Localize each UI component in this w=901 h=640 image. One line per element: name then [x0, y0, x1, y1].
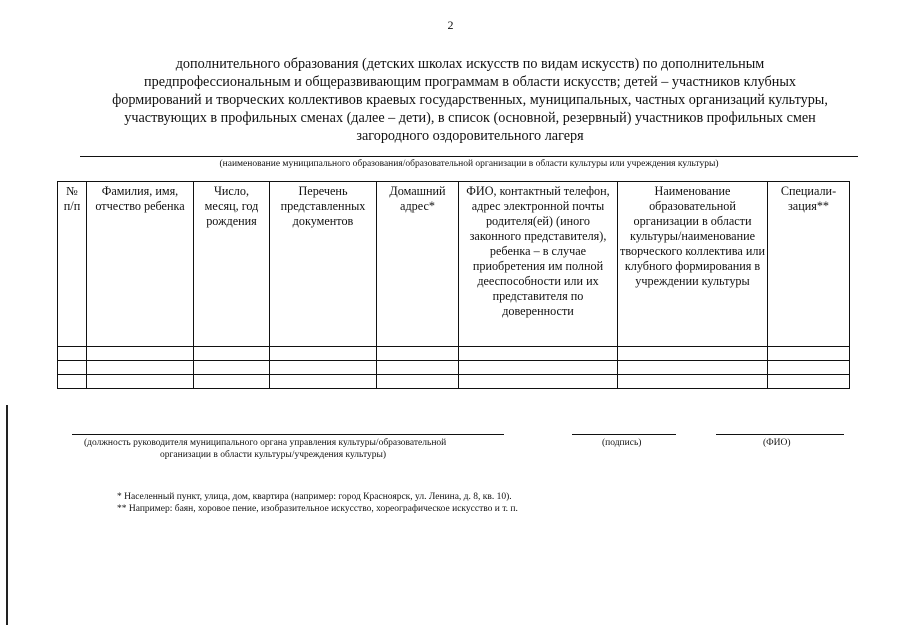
table-cell[interactable]: [87, 361, 194, 375]
heading-line: дополнительного образования (детских школах искусств по видам искусств) по дополнительным: [175, 56, 765, 72]
table-row: [58, 375, 850, 389]
org-name-line: [80, 156, 858, 157]
table-cell[interactable]: [377, 347, 459, 361]
column-header-documents: Перечень представленных документов: [270, 182, 377, 347]
page-number: 2: [447, 18, 454, 32]
table-cell[interactable]: [618, 375, 768, 389]
signature-line: [572, 434, 676, 435]
column-header-number: № п/п: [58, 182, 87, 347]
table-cell[interactable]: [618, 347, 768, 361]
heading-line: формирований и творческих коллективов краевых государственных, муниципальных, частных организаций культуры,: [112, 92, 828, 108]
table-cell[interactable]: [194, 361, 270, 375]
footnote-specialization: ** Например: баян, хоровое пение, изобразительное искусство, хореографическое искусство и т. п.: [117, 504, 518, 514]
position-caption-line-2: организации в области культуры/учреждения культуры): [160, 450, 387, 460]
document-heading: [80, 55, 860, 145]
participants-table: [57, 181, 850, 389]
table-cell[interactable]: [194, 375, 270, 389]
table-cell[interactable]: [459, 361, 618, 375]
org-name-caption: (наименование муниципального образования/образовательной организации в области культуры или учреждения культуры): [219, 159, 719, 169]
table-cell[interactable]: [270, 347, 377, 361]
table-row: [58, 361, 850, 375]
footnote-address: * Населенный пункт, улица, дом, квартира (например: город Красноярск, ул. Ленина, д. 8, кв. 10).: [117, 492, 512, 502]
table-cell[interactable]: [58, 361, 87, 375]
table-cell[interactable]: [377, 361, 459, 375]
heading-line: участвующих в профильных сменах (далее – дети), в список (основной, резервный) участников профильных смен: [124, 110, 816, 126]
column-header-parent-contact: ФИО, контактный телефон, адрес электронной почты родителя(ей) (иного законного представителя), ребенка – в случае приобретения им полной дееспособности или их представителя по доверенности: [459, 182, 618, 347]
signature-caption: (подпись): [602, 438, 642, 448]
position-caption-line-1: (должность руководителя муниципального органа управления культуры/образовательной: [84, 438, 447, 448]
table-cell[interactable]: [377, 375, 459, 389]
table-cell[interactable]: [58, 347, 87, 361]
table-row: [58, 347, 850, 361]
table-cell[interactable]: [194, 347, 270, 361]
column-header-address: Домашний адрес*: [377, 182, 459, 347]
table-cell[interactable]: [768, 347, 850, 361]
table-cell[interactable]: [58, 375, 87, 389]
position-signature-line: [72, 434, 504, 435]
table-cell[interactable]: [768, 375, 850, 389]
scan-edge-mark: [6, 405, 8, 625]
heading-line: предпрофессиональным и общеразвивающим программам в области искусств; детей – участников клубных: [144, 74, 796, 90]
column-header-birth-date: Число, месяц, год рождения: [194, 182, 270, 347]
table-cell[interactable]: [459, 347, 618, 361]
table-cell[interactable]: [87, 375, 194, 389]
table-cell[interactable]: [459, 375, 618, 389]
full-name-caption: (ФИО): [763, 438, 791, 448]
heading-line: загородного оздоровительного лагеря: [356, 128, 584, 144]
table-cell[interactable]: [270, 375, 377, 389]
column-header-full-name: Фамилия, имя, отчество ребенка: [87, 182, 194, 347]
table-cell[interactable]: [768, 361, 850, 375]
table-cell[interactable]: [87, 347, 194, 361]
table-header-row: [58, 182, 850, 347]
full-name-line: [716, 434, 844, 435]
table-cell[interactable]: [270, 361, 377, 375]
column-header-specialization: Специали-зация**: [768, 182, 850, 347]
table-cell[interactable]: [618, 361, 768, 375]
column-header-organization: Наименование образовательной организации в области культуры/наименование творческого коллектива или клубного формирования в учреждении культуры: [618, 182, 768, 347]
